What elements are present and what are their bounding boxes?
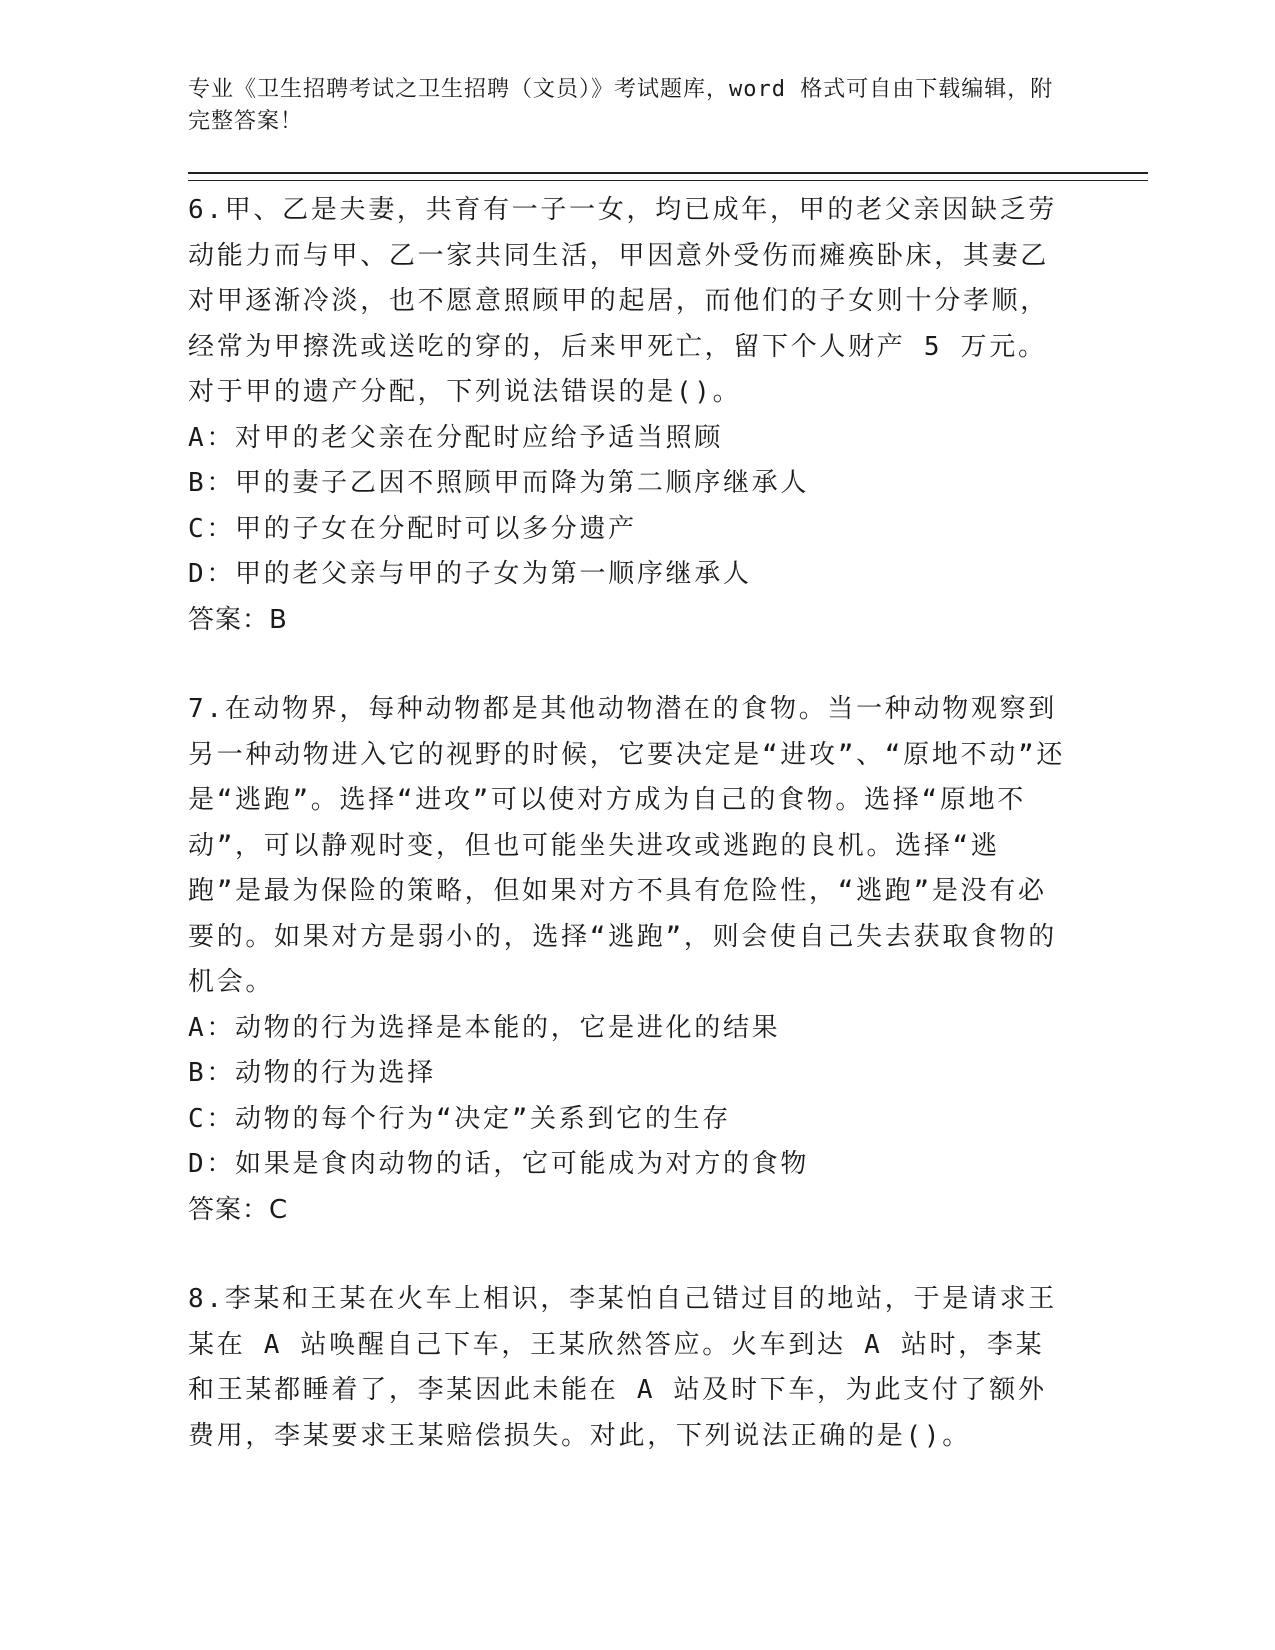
header-divider-thin: [188, 180, 1148, 181]
question-list: [188, 188, 1068, 1503]
answer-line: 答案：C: [188, 1194, 289, 1225]
question-7: [188, 687, 1068, 1233]
option-c: C：甲的子女在分配时可以多分遗产: [188, 513, 637, 544]
option-a: A：动物的行为选择是本能的，它是进化的结果: [188, 1012, 781, 1043]
question-6: [188, 188, 1068, 643]
question-stem: 7.在动物界，每种动物都是其他动物潜在的食物。当一种动物观察到另一种动物进入它的视野的时候，它要决定是“进攻”、“原地不动”还是“逃跑”。选择“进攻”可以使对方成为自己的食物。选择“原地不动”，可以静观时变，但也可能坐失进攻或逃跑的良机。选择“逃跑”是最为保险的策略，但如果对方不具有危险性，“逃跑”是没有必要的。如果对方是弱小的，选择“逃跑”，则会使自己失去获取食物的机会。: [188, 694, 1066, 997]
question-8: [188, 1277, 1068, 1459]
option-c: C：动物的每个行为“决定”关系到它的生存: [188, 1103, 731, 1134]
option-a: A：对甲的老父亲在分配时应给予适当照顾: [188, 422, 723, 453]
option-d: D：如果是食肉动物的话，它可能成为对方的食物: [188, 1149, 810, 1179]
question-stem: 8.李某和王某在火车上相识，李某怕自己错过目的地站，于是请求王某在 A 站唤醒自己下车，王某欣然答应。火车到达 A 站时，李某和王某都睡着了，李某因此未能在 A 站及时下车，为此支付了额外费用，李某要求王某赔偿损失。对此，下列说法正确的是()。: [188, 1284, 1058, 1451]
option-d: D：甲的老父亲与甲的子女为第一顺序继承人: [188, 559, 752, 589]
option-b: B：甲的妻子乙因不照顾甲而降为第二顺序继承人: [188, 468, 810, 498]
answer-line: 答案：B: [188, 604, 288, 635]
question-stem: 6.甲、乙是夫妻，共育有一子一女，均已成年，甲的老父亲因缺乏劳动能力而与甲、乙一家共同生活，甲因意外受伤而瘫痪卧床，其妻乙对甲逐渐冷淡，也不愿意照顾甲的起居，而他们的子女则十分孝顺，经常为甲擦洗或送吃的穿的，后来甲死亡，留下个人财产 5 万元。对于甲的遗产分配，下列说法错误的是()。: [188, 195, 1058, 407]
document-header: 专业《卫生招聘考试之卫生招聘（文员）》考试题库，word 格式可自由下载编辑，附完整答案！: [188, 77, 1054, 134]
header-divider-thick: [188, 172, 1148, 174]
option-b: B：动物的行为选择: [188, 1058, 436, 1088]
